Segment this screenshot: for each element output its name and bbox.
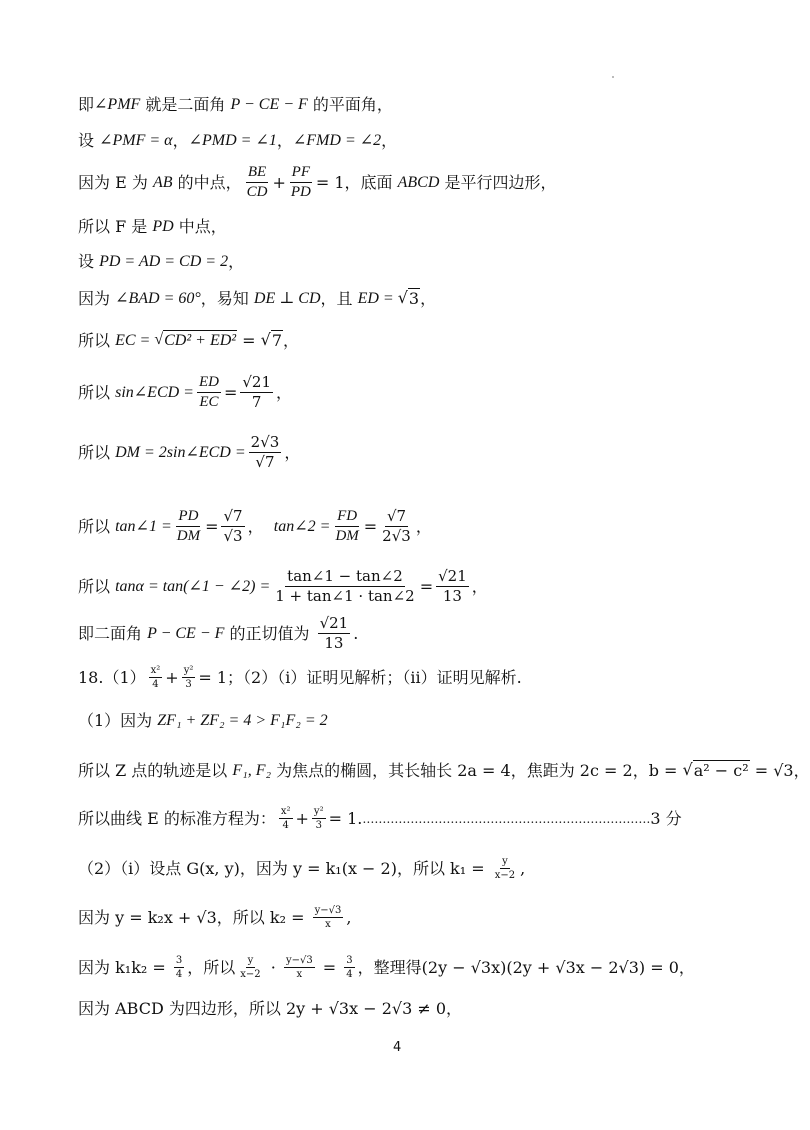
text-line-15 — [78, 760, 810, 781]
numerator: ED — [197, 374, 221, 393]
math: ZF₁ + ZF₂ = 4 > F₁F₂ = 2 — [157, 712, 328, 729]
text: 的中点， — [172, 172, 242, 192]
fraction — [240, 374, 273, 411]
operator: · — [265, 957, 281, 977]
radical-sign: √ — [154, 331, 164, 348]
scan-speck — [612, 76, 614, 78]
math: DE ⊥ CD — [253, 289, 321, 307]
math: ED = — [357, 289, 398, 307]
text: , — [346, 907, 352, 927]
fraction — [284, 955, 315, 980]
text: 因为 k₁k₂ = — [78, 957, 171, 977]
radicand: CD² + ED² — [164, 332, 237, 349]
text: 所以 — [78, 442, 116, 462]
text: ， — [228, 252, 245, 271]
text: 因为 y = k₂x + √3，所以 k₂ = — [78, 907, 310, 927]
radicand: 7 — [271, 331, 283, 350]
denominator: 3 — [185, 679, 192, 690]
math: PD = AD = CD = 2 — [99, 253, 229, 270]
text: ， — [471, 576, 488, 596]
radical-sign: √ — [682, 760, 693, 779]
denominator: 4 — [175, 969, 183, 980]
text: 即 — [78, 95, 95, 114]
math: EC = — [115, 331, 155, 349]
fraction — [175, 508, 202, 545]
numerator: y−√3 — [285, 955, 313, 966]
denominator: 2√3 — [382, 527, 411, 545]
radical-sign: √ — [397, 288, 408, 307]
denominator: 4 — [152, 679, 159, 690]
text: 的正切值为 — [224, 623, 315, 643]
denominator: EC — [199, 394, 219, 410]
operator: + — [165, 667, 179, 687]
text-line-5 — [78, 252, 244, 272]
text-line-14 — [78, 711, 328, 731]
radical-sign: √ — [260, 330, 271, 349]
numerator: 3 — [175, 955, 183, 966]
square-root — [154, 330, 237, 351]
text: 所以 — [78, 382, 116, 402]
numerator: PD — [176, 508, 200, 527]
numerator: y — [247, 955, 254, 966]
fraction — [182, 665, 196, 690]
operator: + — [295, 808, 309, 828]
text: ， — [276, 131, 293, 150]
text-line-4 — [78, 217, 227, 237]
text: . — [353, 623, 359, 643]
denominator: 4 — [346, 969, 353, 980]
numerator: √7 — [223, 507, 243, 525]
text: 设 — [78, 131, 100, 150]
text: = √3， — [749, 760, 810, 780]
math: ∠FMD = ∠2 — [292, 132, 382, 149]
text: 因为 — [78, 288, 116, 308]
text: ，所以 — [187, 957, 236, 977]
denominator: 1 + tan∠1 · tan∠2 — [275, 587, 415, 605]
text-line-8 — [78, 374, 292, 411]
fraction — [380, 508, 413, 545]
math: = — [223, 382, 238, 402]
numerator: √7 — [386, 507, 407, 525]
denominator: x−2 — [240, 969, 261, 980]
text: ， — [247, 516, 274, 536]
fraction — [273, 568, 416, 605]
text-line-12 — [78, 615, 358, 652]
operator: + — [272, 172, 286, 192]
math: = — [237, 330, 261, 350]
fraction — [221, 508, 244, 545]
text: （1）因为 — [78, 711, 158, 730]
radicand: 3 — [408, 289, 420, 308]
text-line-10 — [78, 508, 432, 545]
fraction — [493, 856, 517, 881]
denominator: x — [325, 919, 331, 930]
numerator: 3 — [346, 955, 353, 966]
leader-dots: ……………………………………………………………… — [362, 811, 651, 826]
fraction — [344, 955, 354, 980]
text: ， — [284, 442, 301, 462]
text: 所以 F 是 — [78, 217, 153, 236]
text: ，底面 — [344, 172, 398, 192]
math: ∠BAD = 60° — [115, 289, 201, 307]
denominator: 3 — [315, 820, 322, 831]
denominator: CD — [246, 184, 268, 200]
math: AB — [152, 173, 173, 191]
fraction — [149, 665, 163, 690]
text: 中点， — [173, 217, 227, 236]
text: 是平行四边形， — [439, 172, 557, 192]
text: ， — [415, 516, 432, 536]
fraction — [279, 806, 293, 831]
fraction — [312, 806, 326, 831]
text-line-3 — [78, 164, 556, 201]
radicand: a² − c² — [693, 761, 749, 780]
math: ∠PMD = ∠1 — [188, 132, 277, 149]
numerator: BE — [246, 164, 268, 183]
denominator: 13 — [442, 587, 462, 605]
numerator: x² — [280, 806, 291, 817]
text-line-6 — [78, 288, 436, 309]
square-root — [683, 760, 750, 781]
math: = 1 — [315, 172, 345, 192]
text: 所以 — [78, 330, 116, 350]
math: = — [419, 576, 434, 596]
math: P − CE − F — [147, 624, 225, 642]
fraction — [333, 508, 360, 545]
fraction — [174, 955, 184, 980]
text: = 1. — [328, 808, 363, 828]
denominator: 13 — [324, 634, 344, 652]
text: ，且 — [320, 288, 358, 308]
text-line-16 — [78, 806, 682, 831]
denominator: DM — [335, 528, 359, 544]
page-number: 4 — [393, 1040, 402, 1055]
math: DM = 2sin∠ECD = — [115, 443, 246, 461]
text: , — [520, 858, 526, 878]
math: P − CE − F — [230, 96, 308, 113]
numerator: y² — [313, 806, 324, 817]
math: F₁, F₂ — [232, 761, 272, 779]
text: 所以曲线 E 的标准方程为： — [78, 808, 276, 828]
math: tanα = tan(∠1 − ∠2) = — [115, 577, 271, 595]
text-line-17 — [78, 856, 525, 881]
text-line-13 — [78, 665, 522, 690]
numerator: y−√3 — [314, 905, 342, 916]
text-line-20 — [78, 999, 462, 1019]
text: = 1；（2）（i）证明见解析；（ii）证明见解析. — [198, 667, 522, 687]
math: ∠PMF = α — [99, 132, 173, 149]
numerator: x² — [150, 665, 161, 676]
square-root — [261, 330, 283, 351]
text: ， — [420, 288, 437, 308]
text: ， — [172, 131, 189, 150]
text: 就是二面角 — [140, 95, 231, 114]
numerator: FD — [335, 508, 359, 527]
text: ，整理得(2y − √3x)(2y + √3x − 2√3) = 0， — [357, 957, 695, 977]
text-line-9 — [78, 434, 300, 471]
math: tan∠1 = — [115, 517, 172, 535]
text: 因为 E 为 — [78, 172, 153, 192]
math: = — [205, 516, 219, 536]
operator: = — [317, 957, 342, 977]
text: 设 — [78, 252, 100, 271]
text: 即二面角 — [78, 623, 148, 643]
denominator: √3 — [223, 527, 243, 545]
denominator: x — [296, 969, 303, 980]
text-line-11 — [78, 568, 488, 605]
text: ，易知 — [200, 288, 254, 308]
text: 所以 — [78, 516, 116, 536]
fraction — [238, 955, 262, 980]
math: PD — [152, 218, 174, 235]
numerator: √21 — [319, 614, 349, 632]
text-line-18 — [78, 905, 351, 930]
text-line-1 — [78, 95, 393, 115]
numerator: PF — [290, 164, 312, 183]
fraction — [245, 164, 270, 201]
numerator: √21 — [242, 373, 272, 391]
numerator: 2√3 — [250, 433, 280, 451]
numerator: √21 — [438, 567, 467, 585]
numerator: tan∠1 − tan∠2 — [287, 567, 403, 585]
square-root — [398, 288, 420, 309]
text: 所以 Z 点的轨迹是以 — [78, 760, 233, 780]
fraction — [289, 164, 313, 201]
text: ， — [283, 330, 300, 350]
fraction — [313, 905, 344, 930]
denominator: √7 — [255, 453, 275, 471]
text-line-19 — [78, 955, 695, 980]
text-line-2 — [78, 131, 397, 151]
score-note: 3 分 — [650, 808, 682, 828]
text: 18.（1） — [78, 667, 146, 687]
fraction — [436, 568, 469, 605]
text: ， — [276, 382, 293, 402]
math: ABCD — [397, 173, 440, 191]
text: 所以 — [78, 576, 116, 596]
fraction — [249, 434, 282, 471]
denominator: PD — [290, 184, 311, 200]
text-line-7 — [78, 330, 299, 351]
fraction — [318, 615, 351, 652]
text: （2）（i）设点 G(x, y)，因为 y = k₁(x − 2)，所以 k₁ = — [78, 858, 490, 878]
math: ∠PMF — [94, 96, 141, 113]
denominator: DM — [176, 528, 201, 544]
text: 因为 ABCD 为四边形，所以 2y + √3x − 2√3 ≠ 0， — [78, 999, 463, 1018]
denominator: 7 — [251, 393, 262, 411]
fraction — [197, 374, 221, 411]
text: ， — [381, 131, 398, 150]
text: 为焦点的椭圆，其长轴长 2a = 4，焦距为 2c = 2，b = — [271, 760, 683, 780]
text: 的平面角， — [307, 95, 393, 114]
numerator: y — [502, 856, 508, 867]
math: sin∠ECD = — [115, 383, 194, 401]
math: = — [363, 516, 378, 536]
numerator: y² — [183, 665, 194, 676]
math: tan∠2 = — [273, 517, 331, 535]
denominator: 4 — [282, 820, 289, 831]
denominator: x−2 — [494, 870, 516, 881]
